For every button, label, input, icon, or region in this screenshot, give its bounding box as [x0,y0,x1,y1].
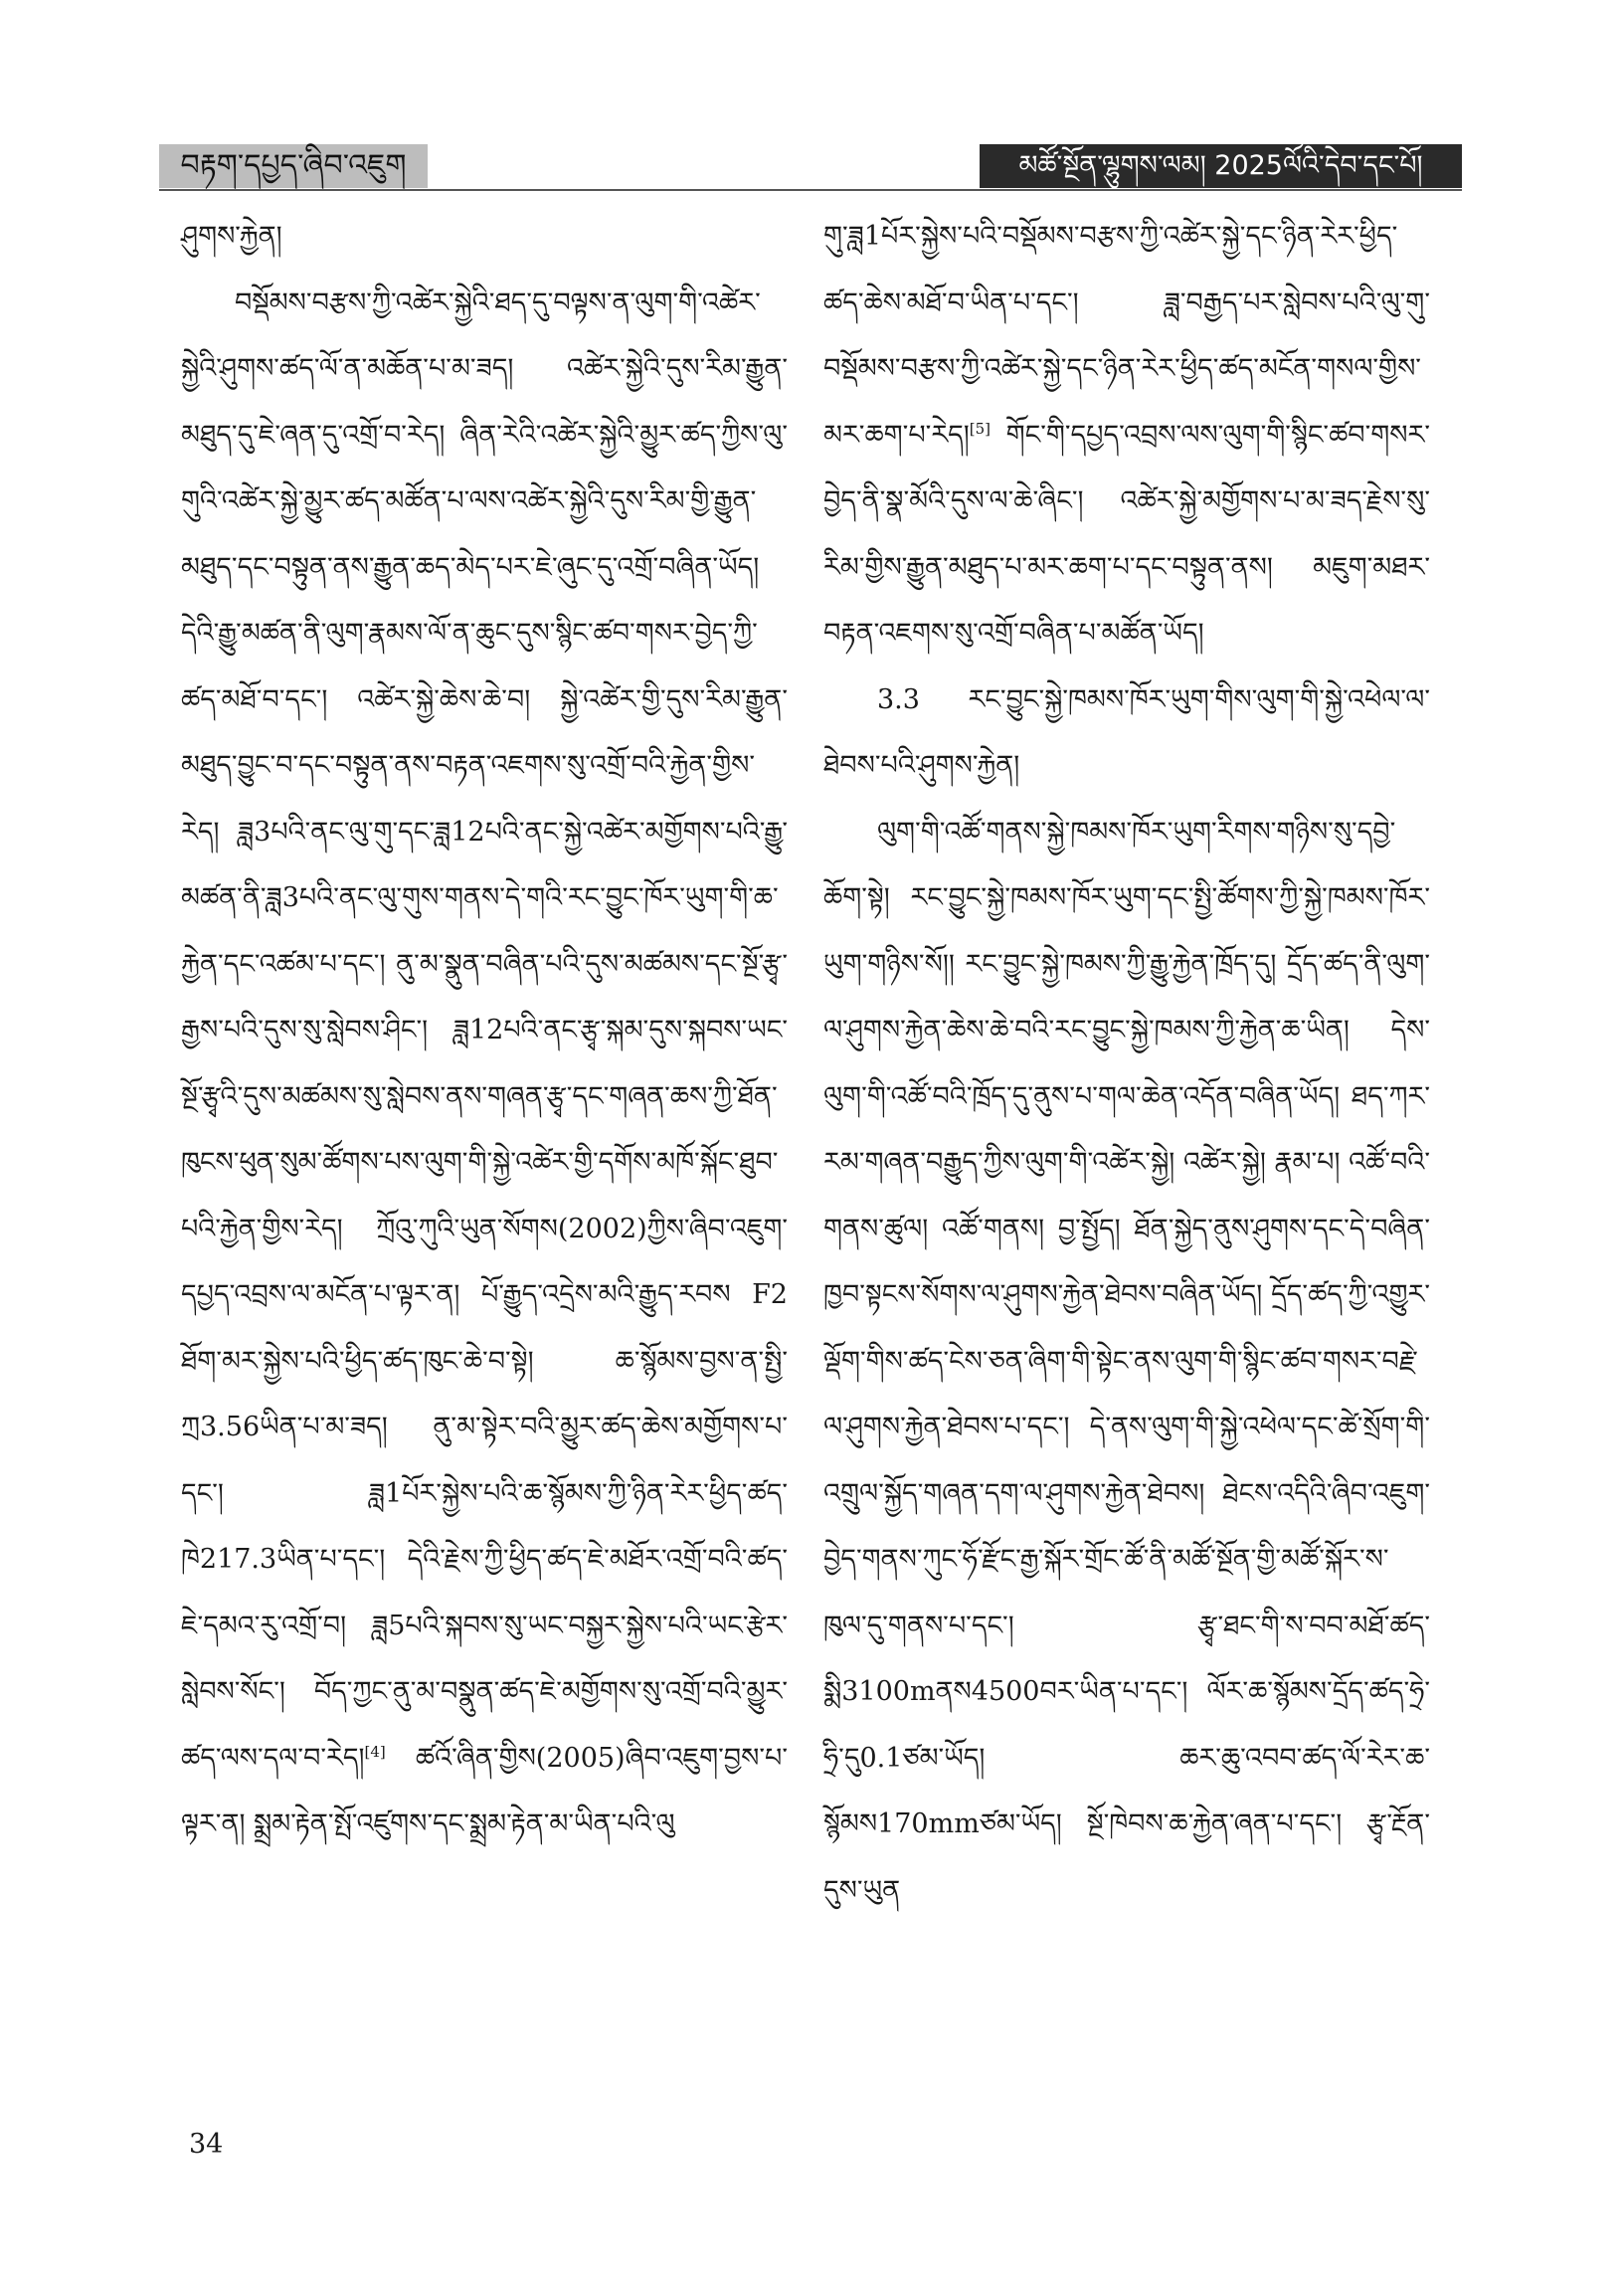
left-column [181,204,788,1858]
paragraph [181,271,788,1858]
paragraph-body: བསྡོམས་བརྩས་ཀྱི་འཚེར་སྐྱེའི་ཐད་དུ་བལྟས་ན་ལུག་གི་འཚེར་སྐྱེའི་ཤུགས་ཚད་ལོ་ན་མཆོན་པ་མ་ཟད། འཚེར་སྐྱེའི་དུས་རིམ་རྒྱུན་མཐུད་དུ་ཇེ་ཞན་དུ་འགྲོ་བ་རེད། ཞིན་རེའི་འཚེར་སྐྱེའི་མྱུར་ཚད་ཀྱིས་ལུ་གུའི་འཚེར་སྐྱེ་མྱུར་ཚད་མཚོན་པ་ལས་འཚེར་སྐྱེའི་དུས་རིམ་གྱི་རྒྱུན་མཐུད་དང་བསྟུན་ནས་རྒྱུན་ཆད་མེད་པར་ཇེ་ཞུང་དུ་འགྲོ་བཞིན་ཡོད། དེའི་རྒྱུ་མཚན་ནི་ལུག་རྣམས་ལོ་ན་ཆུང་དུས་སྙིང་ཚབ་གསར་བྱེད་ཀྱི་ཚད་མཐོ་བ་དང་། འཚེར་སྐྱེ་ཆེས་ཆེ་བ། སྐྱེ་འཚེར་གྱི་དུས་རིམ་རྒྱུན་མཐུད་བྱུང་བ་དང་བསྟུན་ནས་བརྟན་འཇགས་སུ་འགྲོ་བའི་རྐྱེན་གྱིས་རེད། ཟླ3པའི་ནང་ལུ་གུ་དང་ཟླ12པའི་ནང་སྐྱེ་འཚེར་མགྱོགས་པའི་རྒྱུ་མཚན་ནི་ཟླ3པའི་ནང་ལུ་གུས་གནས་དེ་གའི་རང་བྱུང་ཁོར་ཡུག་གི་ཆ་རྐྱེན་དང་འཚམ་པ་དང་། ནུ་མ་སྣུན་བཞིན་པའི་དུས་མཚམས་དང་སྔོ་རྩྭ་རྒྱས་པའི་དུས་སུ་སླེབས་ཤིང་། ཟླ12པའི་ནང་རྩྭ་སྐམ་དུས་སྐབས་ཡང་སྔོ་རྩྭའི་དུས་མཚམས་སུ་སླེབས་ནས་གཞན་རྩྭ་དང་གཞན་ཆས་ཀྱི་ཐོན་ཁུངས་ཕུན་སུམ་ཚོགས་པས་ལུག་གི་སྐྱེ་འཚེར་གྱི་དགོས་མཁོ་སྐོང་ཐུབ་པའི་རྐྱེན་གྱིས་རེད། ཀྲོའུ་ཀུའི་ཡུན་སོགས(2002)ཀྱིས་ཞིབ་འཇུག་དཔྱད་འབྲས་ལ་མངོན་པ་ལྟར་ན། པོ་རྒྱུད་འདྲེས་མའི་རྒྱུད་རབས F2 ཐོག་མར་སྐྱེས་པའི་ཕྱིད་ཚད་ཁུང་ཆེ་བ་སྟེ། ཆ་སྙོམས་བྱས་ན་སྤྱི་ཀྲ3.56ཡིན་པ་མ་ཟད། ནུ་མ་སྟེར་བའི་མྱུར་ཚད་ཆེས་མགྱོགས་པ་དང་། ཟླ1པོར་སྐྱེས་པའི་ཆ་སྙོམས་ཀྱི་ཉིན་རེར་ཕྱིད་ཚད་ཁེ217.3ཡིན་པ་དང་། དེའི་རྗེས་ཀྱི་ཕྱིད་ཚད་ཇེ་མཐོར་འགྲོ་བའི་ཚད་ཇེ་དམའ་རུ་འགྲོ་བ། ཟླ5པའི་སྐབས་སུ་ཡང་བསྐྱར་སྐྱེས་པའི་ཡང་རྩེར་སླེབས་སོང་། བོད་ཀྱང་ནུ་མ་བསྣུན་ཚད་ཇེ་མགྱོགས་སུ་འགྲོ་བའི་མྱུར་ཚད་ལས་དལ་བ་རེད། [181,286,788,1774]
paragraph: ལུག་གི་འཚོ་གནས་སྐྱེ་ཁམས་ཁོར་ཡུག་རིགས་གཉིས་སུ་དབྱེ་ཆོག་སྟེ། རང་བྱུང་སྐྱེ་ཁམས་ཁོར་ཡུག་དང་སྤྱི་ཚོགས་ཀྱི་སྐྱེ་ཁམས་ཁོར་ཡུག་གཉིས་སོ།། རང་བྱུང་སྐྱེ་ཁམས་ཀྱི་རྒྱུ་རྐྱེན་ཁྲོད་དུ། དྲོད་ཚད་ནི་ལུག་ལ་ཤུགས་རྐྱེན་ཆེས་ཆེ་བའི་རང་བྱུང་སྐྱེ་ཁམས་ཀྱི་རྐྱེན་ཆ་ཡིན། དེས་ལུག་གི་འཚོ་བའི་ཁྲོད་དུ་ནུས་པ་གལ་ཆེན་འདོན་བཞིན་ཡོད། ཐད་ཀར་རམ་གཞན་བརྒྱུད་ཀྱིས་ལུག་གི་འཚེར་སྐྱེ། འཚེར་སྐྱེ། རྣམ་པ། འཚོ་བའི་གནས་ཚུལ། འཚོ་གནས། བྱ་སྤྱོད། ཐོན་སྐྱེད་ནུས་ཤུགས་དང་དེ་བཞིན་ཁྱབ་སྟངས་སོགས་ལ་ཤུགས་རྐྱེན་ཐེབས་བཞིན་ཡོད། དྲོད་ཚད་ཀྱི་འགྱུར་ལྡོག་གིས་ཚད་ངེས་ཅན་ཞིག་གི་སྟེང་ནས་ལུག་གི་སྙིང་ཚབ་གསར་བརྗེ་ལ་ཤུགས་རྐྱེན་ཐེབས་པ་དང་། དེ་ནས་ལུག་གི་སྐྱེ་འཕེལ་དང་ཚེ་སྲོག་གི་འགྲུལ་སྐྱོད་གཞན་དག་ལ་ཤུགས་རྐྱེན་ཐེབས། ཐེངས་འདིའི་ཞིབ་འཇུག་བྱེད་གནས་ཀུང་ཧོ་རྫོང་རྒྱ་སྐོར་གྲོང་ཚོ་ནི་མཚོ་སྔོན་གྱི་མཚོ་སྐོར་ས་ཁུལ་དུ་གནས་པ་དང་། རྩྭ་ཐང་གི་ས་བབ་མཐོ་ཚད་སྨི3100mནས4500བར་ཡིན་པ་དང་། ལོར་ཆ་སྙོམས་དྲོད་ཚད་ཧྲེ་ཧྲི་དུ0.1ཙམ་ཡོད། ཆར་ཆུ་འབབ་ཚད་ལོ་རེར་ཆ་སྙོམས170mmཙམ་ཡོད། སྔོ་ཁེབས་ཆ་རྐྱེན་ཞན་པ་དང་། རྩྭ་རྔོན་དུས་ཡུན [823,816,1430,1906]
paragraph-tail: ཚའོ་ཞིན་གྱིས(2005)ཞིབ་འཇུག་བྱས་པ་ལྟར་ན། སྨྲམ་རྟེན་སྤོ་འཛུགས་དང་སྨྲམ་རྟེན་མ་ཡིན་པའི་ལུ [181,1742,788,1839]
page-number: 34 [189,2129,224,2160]
right-column [823,204,1430,1924]
citation-ref: [5] [969,419,992,438]
paragraph-body: གུ་ཟླ1པོར་སྐྱེས་པའི་བསྡོམས་བརྩས་ཀྱི་འཚེར་སྐྱེ་དང་ཉིན་རེར་ཕྱིད་ཚད་ཆེས་མཐོ་བ་ཡིན་པ་དང་། ཟླ་བརྒྱད་པར་སླེབས་པའི་ལུ་གུ་བསྡོམས་བརྩས་ཀྱི་འཚེར་སྐྱེ་དང་ཉིན་རེར་ཕྱིད་ཚད་མངོན་གསལ་གྱིས་མར་ཆག་པ་རེད། [823,221,1430,451]
section-header: བརྟག་དཔྱད་ཞིབ་འཇུག [159,144,428,188]
paragraph-tail: གོང་གི་དཔྱད་འབྲས་ལས་ལུག་གི་སྙིང་ཚབ་གསར་བྱེད་ནི་སྣ་མོའི་དུས་ལ་ཆེ་ཞིང་། འཚེར་སྐྱེ་མགྱོགས་པ་མ་ཟད་རྗེས་སུ་རིམ་གྱིས་རྒྱུན་མཐུད་པ་མར་ཆག་པ་དང་བསྟུན་ནས། མཇུག་མཐར་བརྟན་འཇགས་སུ་འགྲོ་བཞིན་པ་མཚོན་ཡོད། [823,419,1430,649]
paragraph: ཤུགས་རྐྱེན། [181,221,282,252]
citation-ref: [4] [364,1742,386,1761]
section-heading: 3.3 རང་བྱུང་སྐྱེ་ཁམས་ཁོར་ཡུག་གིས་ལུག་གི་སྐྱེ་འཕེལ་ལ་ཐེབས་པའི་ཤུགས་རྐྱེན། [823,683,1430,781]
header-divider [159,189,1462,191]
journal-header: མཚོ་སྔོན་ལྷུགས་ལམ། 2025ལོའི་དེབ་དང་པོ། [980,144,1462,188]
paragraph [823,204,1430,667]
